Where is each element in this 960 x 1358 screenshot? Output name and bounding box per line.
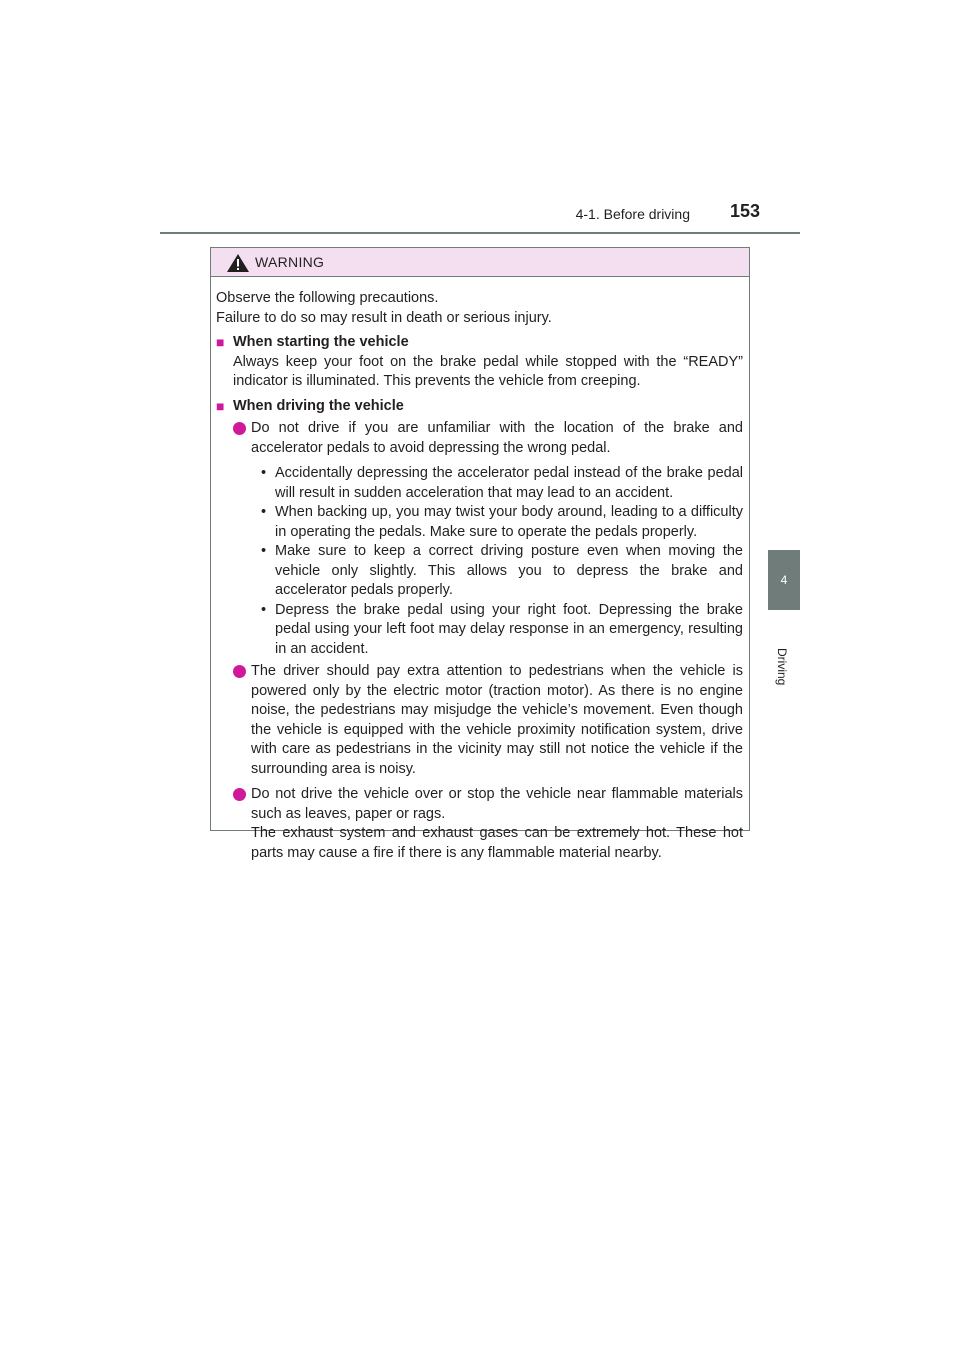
bullet-text: The driver should pay extra attention to pedestrians when the vehicle is powered only by the electric motor (traction motor). As there is no engine noise, the pedestrians may misjudge the vehicle’s movement. Even though the vehicle is equipped with the vehicle proximity notification system, drive with care as pedestrians in the vicinity may still not notice the vehicle if the surrounding area is noisy. bbox=[251, 663, 743, 777]
list-item bbox=[261, 542, 743, 601]
warning-title: WARNING bbox=[255, 254, 325, 270]
list-item bbox=[261, 503, 743, 542]
section-title: 4-1. Before driving bbox=[575, 206, 690, 222]
bullet-text-line-2: The exhaust system and exhaust gases can be extremely hot. These hot parts may cause a fire if there is any flammable material nearby. bbox=[251, 825, 743, 861]
circle-bullet-icon bbox=[233, 422, 246, 435]
dot-marker: • bbox=[261, 543, 267, 559]
chapter-number: 4 bbox=[780, 573, 788, 587]
sub-item-text: Accidentally depressing the accelerator pedal instead of the brake pedal will result in sudden acceleration that may lead to an accident. bbox=[275, 465, 743, 501]
circle-bullet-icon bbox=[233, 665, 246, 678]
dot-marker: • bbox=[261, 601, 267, 618]
square-bullet-icon: ■ bbox=[216, 397, 225, 414]
list-item bbox=[233, 785, 743, 863]
sub-item-text: Depress the brake pedal using your right foot. Depressing the brake pedal using your left foot may delay response in an emergency, resulting in an accident. bbox=[275, 601, 743, 657]
dot-marker: • bbox=[261, 465, 267, 481]
section-text-starting: Always keep your foot on the brake pedal while stopped with the “READY” indicator is illuminated. This prevents the vehicle from creeping. bbox=[233, 353, 743, 389]
square-bullet-icon: ■ bbox=[216, 334, 225, 350]
bullet-text: Do not drive if you are unfamiliar with the location of the brake and accelerator pedals to avoid depressing the wrong pedal. bbox=[251, 420, 743, 456]
chapter-label: Driving bbox=[775, 648, 789, 686]
list-item bbox=[233, 662, 743, 779]
sub-list bbox=[233, 464, 743, 659]
list-item bbox=[233, 419, 743, 458]
warning-box bbox=[210, 247, 750, 861]
section-heading-driving bbox=[216, 397, 743, 417]
bullet-text-line-1: Do not drive the vehicle over or stop the vehicle near flammable materials such as leaves, paper or rags. bbox=[251, 786, 743, 822]
page-number: 153 bbox=[729, 201, 760, 221]
intro-line-1: Observe the following precautions. bbox=[216, 290, 439, 306]
intro-line-2: Failure to do so may result in death or serious injury. bbox=[216, 309, 552, 326]
circle-bullet-icon bbox=[233, 788, 246, 801]
warning-header bbox=[211, 248, 749, 277]
chapter-tab bbox=[768, 550, 800, 610]
section-heading-starting bbox=[216, 333, 743, 353]
sub-item-text: Make sure to keep a correct driving posture even when moving the vehicle only slightly. This allows you to depress the brake and accelerator pedals properly. bbox=[275, 543, 743, 598]
header-rule bbox=[160, 232, 800, 234]
section-heading-text: When driving the vehicle bbox=[233, 397, 404, 414]
bullet-text bbox=[251, 785, 743, 863]
dot-marker: • bbox=[261, 504, 267, 520]
list-item bbox=[261, 464, 743, 503]
section-heading-text: When starting the vehicle bbox=[233, 334, 409, 350]
warning-triangle-icon bbox=[227, 254, 249, 272]
warning-body bbox=[211, 277, 749, 863]
list-item bbox=[261, 601, 743, 660]
sub-item-text: When backing up, you may twist your body around, leading to a difficulty in operating the pedals. Make sure to operate the pedals properly. bbox=[275, 504, 743, 540]
